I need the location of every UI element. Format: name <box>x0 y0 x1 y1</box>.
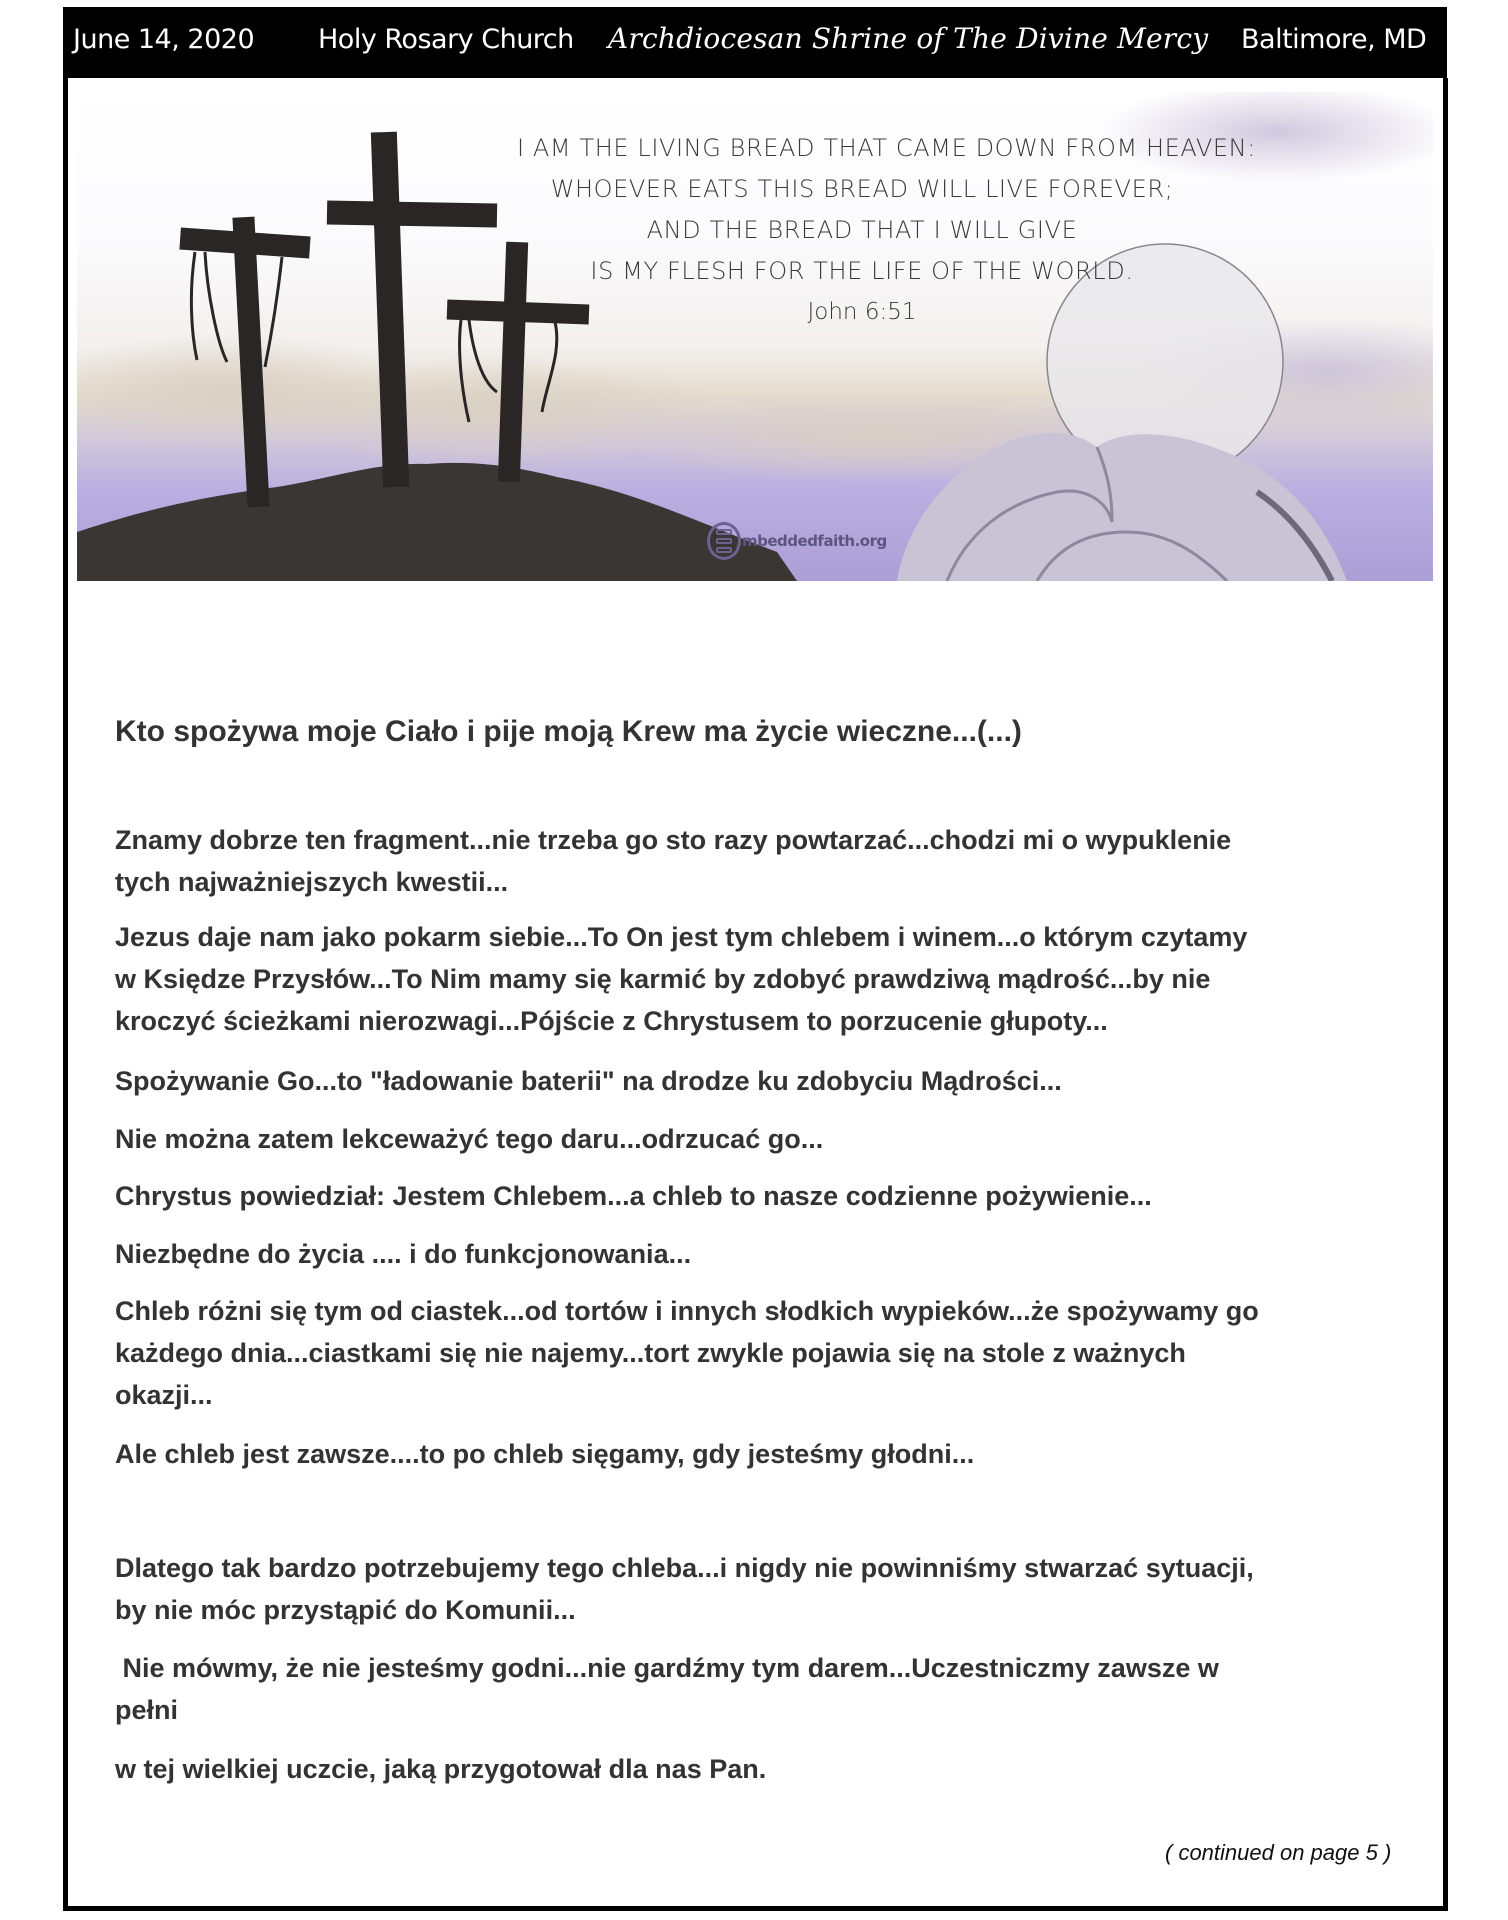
paragraph <box>115 1748 1445 1790</box>
verse-line: I AM THE LIVING BREAD THAT CAME DOWN FROM HEAVEN: <box>517 134 1256 162</box>
paragraph <box>115 1290 1445 1416</box>
scripture-verse <box>517 128 1256 333</box>
verse-reference: John 6:51 <box>807 299 917 325</box>
paragraph <box>115 1647 1445 1731</box>
banner-image <box>77 92 1433 581</box>
hill-silhouette <box>77 463 797 581</box>
article-heading: Kto spożywa moje Ciało i pije moją Krew ma życie wieczne...(...) <box>115 715 1022 748</box>
paragraph-line: Ale chleb jest zawsze....to po chleb sięgamy, gdy jesteśmy głodni... <box>115 1439 975 1469</box>
paragraph-line: każdego dnia...ciastkami się nie najemy...tort zwykle pojawia się na stole z ważnych <box>115 1338 1186 1368</box>
paragraph-line: by nie móc przystąpić do Komunii... <box>115 1595 576 1625</box>
paragraph <box>115 1118 1445 1160</box>
paragraph-line: Jezus daje nam jako pokarm siebie...To On jest tym chlebem i winem...o którym czytamy <box>115 922 1248 952</box>
paragraph-line: Nie mówmy, że nie jesteśmy godni...nie gardźmy tym darem...Uczestniczmy zawsze w <box>115 1653 1219 1683</box>
paragraph-line: w Księdze Przysłów...To Nim mamy się karmić by zdobyć prawdziwą mądrość...by nie <box>115 964 1211 994</box>
paragraph-line: okazji... <box>115 1380 213 1410</box>
paragraph <box>115 1175 1445 1217</box>
paragraph-line: Spożywanie Go...to "ładowanie baterii" na drodze ku zdobyciu Mądrości... <box>115 1066 1062 1096</box>
paragraph <box>115 1433 1445 1475</box>
paragraph-line: Nie można zatem lekceważyć tego daru...odrzucać go... <box>115 1124 824 1154</box>
embeddedfaith-logo <box>707 521 887 561</box>
logo-text: mbeddedfaith.org <box>742 532 887 550</box>
paragraph-line: Chleb różni się tym od ciastek...od tortów i innych słodkich wypieków...że spożywamy go <box>115 1296 1259 1326</box>
paragraph-line: tych najważniejszych kwestii... <box>115 867 509 897</box>
paragraph <box>115 1060 1445 1102</box>
paragraph-line: pełni <box>115 1695 179 1725</box>
paragraph-line: kroczyć ścieżkami nierozwagi...Pójście z Chrystusem to porzucenie głupoty... <box>115 1006 1108 1036</box>
paragraph-line: Znamy dobrze ten fragment...nie trzeba go sto razy powtarzać...chodzi mi o wypuklenie <box>115 825 1232 855</box>
city-name: Baltimore, MD <box>1241 24 1427 55</box>
verse-line: WHOEVER EATS THIS BREAD WILL LIVE FOREVER; <box>550 175 1174 203</box>
church-name: Holy Rosary Church <box>318 24 574 55</box>
paragraph <box>115 1233 1445 1275</box>
paragraph <box>115 916 1445 1042</box>
bulletin-date: June 14, 2020 <box>73 24 255 55</box>
verse-line: IS MY FLESH FOR THE LIFE OF THE WORLD. <box>590 257 1134 285</box>
paragraph <box>115 1547 1445 1631</box>
continued-note: ( continued on page 5 ) <box>1165 1840 1392 1865</box>
paragraph-line: Niezbędne do życia .... i do funkcjonowania... <box>115 1239 692 1269</box>
verse-line: AND THE BREAD THAT I WILL GIVE <box>646 216 1078 244</box>
logo-badge-icon <box>707 522 741 560</box>
paragraph-line: Dlatego tak bardzo potrzebujemy tego chleba...i nigdy nie powinniśmy stwarzać sytuacji, <box>115 1553 1254 1583</box>
shrine-name: Archdiocesan Shrine of The Divine Mercy <box>608 22 1209 55</box>
paragraph-line: w tej wielkiej uczcie, jaką przygotował dla nas Pan. <box>115 1754 767 1784</box>
bulletin-header-bar <box>63 7 1447 78</box>
paragraph-line: Chrystus powiedział: Jestem Chlebem...a chleb to nasze codzienne pożywienie... <box>115 1181 1152 1211</box>
paragraph <box>115 819 1445 903</box>
